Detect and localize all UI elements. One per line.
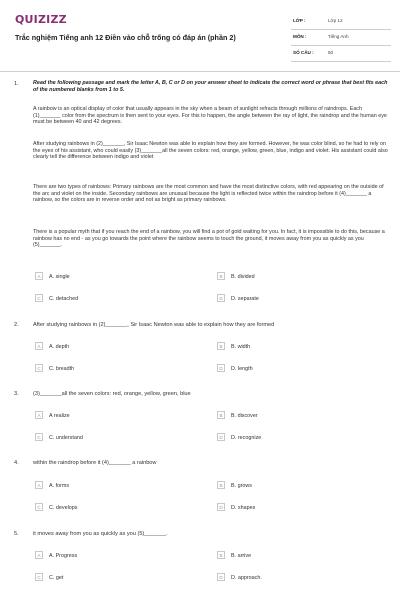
option-label: D. approach. (231, 574, 262, 581)
option-label: C. detached (49, 295, 79, 302)
meta-row-question-count (291, 46, 391, 62)
meta-value: Lớp 12 (328, 18, 343, 23)
option-d[interactable] (217, 433, 377, 444)
meta-value: Tiếng Anh (328, 34, 349, 39)
option-letter-box: C (35, 433, 43, 441)
option-letter-box: A (35, 342, 43, 350)
option-letter-box: C (35, 364, 43, 372)
option-label: B. grows (231, 482, 252, 489)
option-letter-box: A (35, 481, 43, 489)
question-instruction: Read the following passage and mark the letter A, B, C or D on your answer sheet to indicate the correct word or phrase that best fits each of the numbered blanks from 1 to 5. (33, 80, 388, 93)
question-number: 2. (14, 322, 19, 328)
option-letter-box: D (217, 503, 225, 511)
worksheet-title: Trắc nghiệm Tiếng anh 12 Điền vào chỗ trống có đáp án (phần 2) (15, 33, 236, 42)
option-letter-box: B (217, 342, 225, 350)
option-label: D. separate (231, 295, 259, 302)
option-label: A. forms (49, 482, 70, 489)
option-letter-box: D (217, 573, 225, 581)
option-label: A. Progress (49, 552, 78, 559)
option-letter-box: D (217, 294, 225, 302)
option-a[interactable] (35, 411, 195, 422)
option-label: B. arrive (231, 552, 252, 559)
question-stem: (3)_______all the seven colors: red, orange, yellow, green, blue (33, 391, 191, 397)
worksheet-meta-table (291, 14, 391, 62)
option-c[interactable] (35, 503, 195, 514)
question-stem: within the raindrop before it (4)_______ a rainbow (33, 460, 157, 466)
quizizz-logo: QUIZIZZ (15, 13, 67, 26)
question-number: 4. (14, 460, 19, 466)
option-label: C. understand (49, 434, 83, 441)
option-c[interactable] (35, 573, 195, 584)
passage-paragraph: There is a popular myth that if you reach the end of a rainbow, you will find a pot of gold waiting for you. In fact, it is impossible to do this, because a rainbow has no end - as you go towards the point where the rainbow seems to touch the ground, it moves away from you as quickly as you (5)_______. (33, 229, 385, 249)
option-label: A. depth (49, 343, 70, 350)
question-stem: After studying rainbows in (2)_______, Sir Isaac Newton was able to explain how they are formed (33, 322, 275, 328)
option-letter-box: B (217, 411, 225, 419)
question-number: 3. (14, 391, 19, 397)
option-label: A realize (49, 412, 70, 419)
header-divider (0, 71, 400, 72)
option-c[interactable] (35, 364, 195, 375)
option-label: D. recognize (231, 434, 262, 441)
option-d[interactable] (217, 503, 377, 514)
option-letter-box: B (217, 481, 225, 489)
passage-paragraph: A rainbow is an optical display of color that usually appears in the sky when a beam of sunlight refracts through millions of raindrops. Each (1)_______ color from the spectrum is then sent to your eyes. For this to happen, the angle between the ray of light, the raindrop and the human eye must be between 40 and 42 degrees. (33, 106, 387, 126)
option-a[interactable] (35, 342, 195, 353)
option-b[interactable] (217, 411, 377, 422)
option-a[interactable] (35, 272, 195, 283)
meta-row-class (291, 14, 391, 30)
option-letter-box: C (35, 503, 43, 511)
worksheet-header (0, 0, 400, 66)
option-d[interactable] (217, 573, 377, 584)
question-number: 5. (14, 531, 19, 537)
option-label: B. divided (231, 273, 255, 280)
option-letter-box: C (35, 294, 43, 302)
option-letter-box: A (35, 411, 43, 419)
option-letter-box: D (217, 364, 225, 372)
question-number: 1. (14, 81, 19, 87)
option-label: D. shapes (231, 504, 256, 511)
option-label: B. width (231, 343, 251, 350)
option-label: B. discover (231, 412, 258, 419)
option-label: A. single (49, 273, 70, 280)
option-label: D. length (231, 365, 253, 372)
option-d[interactable] (217, 364, 377, 375)
meta-key: LỚP : (293, 18, 306, 23)
meta-key: SỐ CÂU : (293, 50, 314, 55)
option-d[interactable] (217, 294, 377, 305)
question-stem: it moves away from you as quickly as you (5)_______. (33, 531, 168, 537)
option-letter-box: C (35, 573, 43, 581)
option-b[interactable] (217, 272, 377, 283)
option-letter-box: A (35, 272, 43, 280)
option-a[interactable] (35, 551, 195, 562)
passage-paragraph: There are two types of rainbows: Primary rainbows are the most common and have the most distinctive colors, with red appearing on the outside of the arc and violet on the inside. Secondary rainbows are unusual because the light is reflected twice within the raindrop before it (4)_______ a rainbow, so the colors are in reverse order and not as bright as primary rainbows. (33, 184, 384, 204)
meta-value: 50 (328, 50, 334, 55)
option-c[interactable] (35, 294, 195, 305)
option-a[interactable] (35, 481, 195, 492)
option-c[interactable] (35, 433, 195, 444)
option-label: C. get (49, 574, 64, 581)
option-letter-box: A (35, 551, 43, 559)
option-letter-box: B (217, 272, 225, 280)
option-label: C. breadth (49, 365, 75, 372)
option-letter-box: D (217, 433, 225, 441)
meta-row-subject (291, 30, 391, 46)
option-label: C. develops (49, 504, 78, 511)
option-b[interactable] (217, 481, 377, 492)
option-b[interactable] (217, 551, 377, 562)
passage-paragraph: After studying rainbows in (2)_______, Sir Isaac Newton was able to explain how they are formed. However, he was color blind, so he had to rely on the eyes of his assistant, who could easily (3)_______all the seven colors: red, orange, yellow, green, blue, indigo and violet. His assistant could also clearly tell the difference between indigo and violet (33, 141, 388, 161)
option-letter-box: B (217, 551, 225, 559)
meta-key: MÔN : (293, 34, 307, 39)
option-b[interactable] (217, 342, 377, 353)
